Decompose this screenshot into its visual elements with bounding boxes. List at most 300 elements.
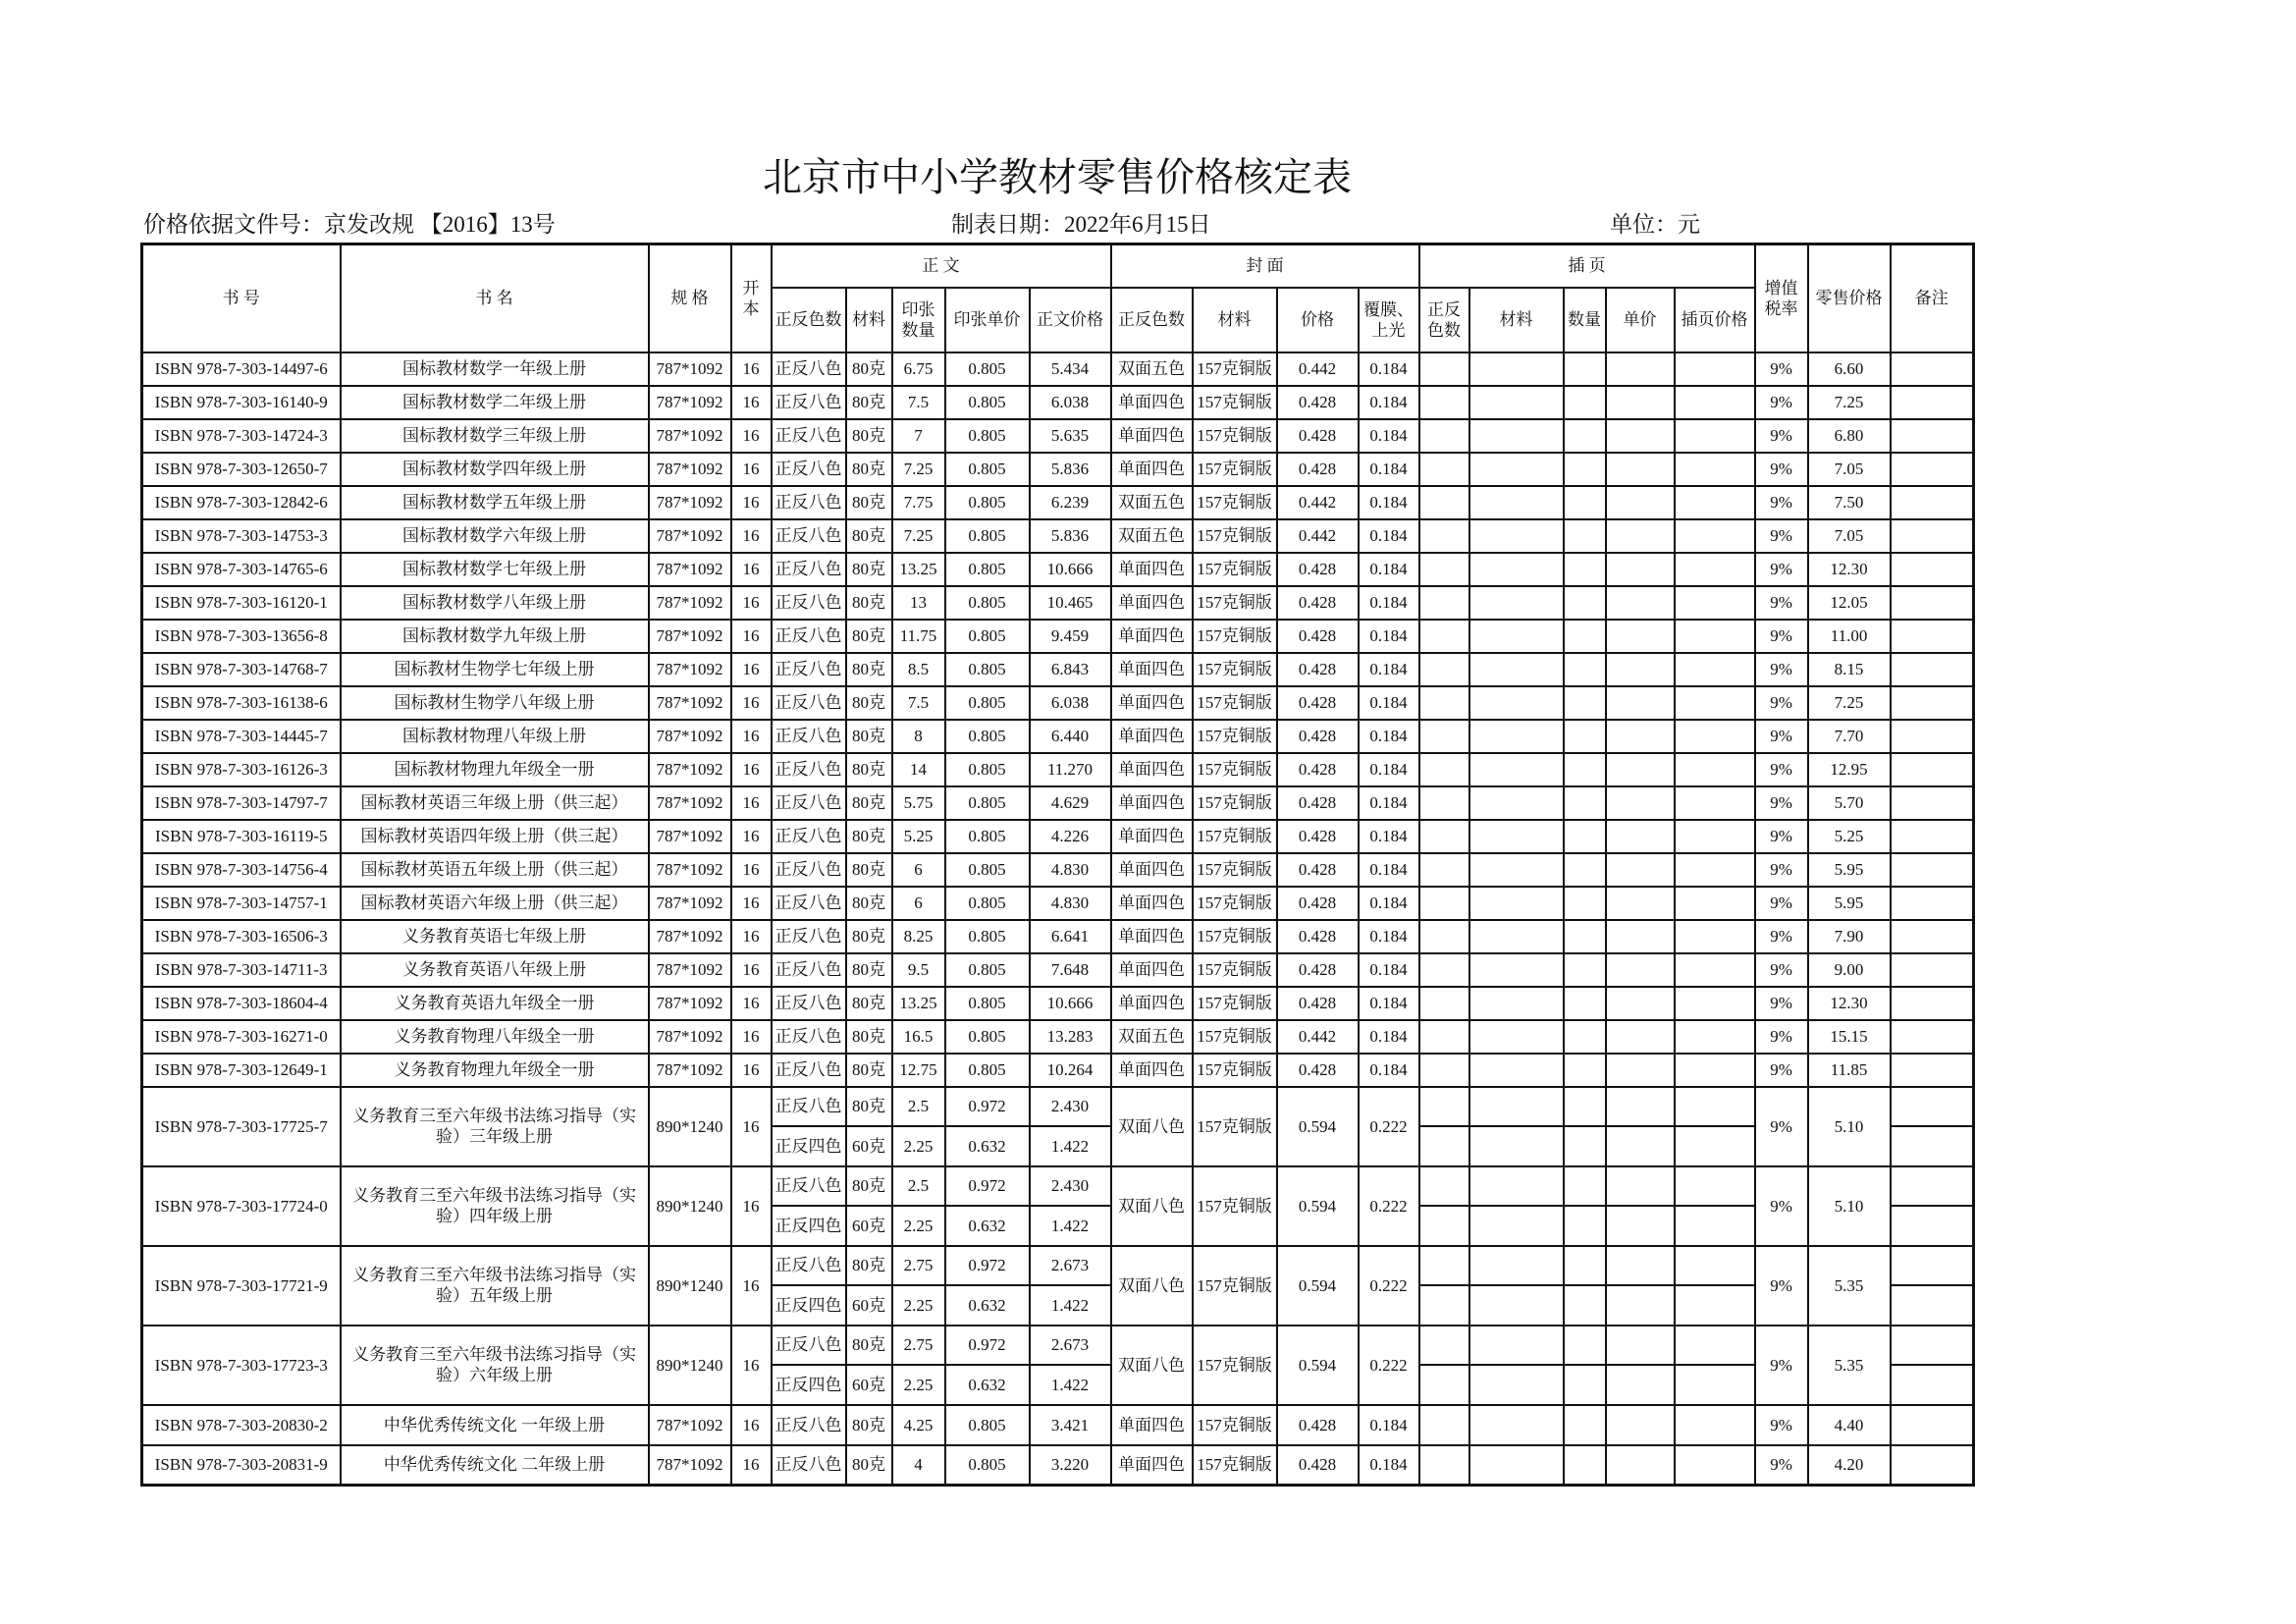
insert-material-cell (1469, 553, 1564, 586)
insert-quantity-cell (1564, 453, 1606, 486)
vat-rate-cell: 9% (1755, 686, 1808, 720)
isbn-cell: ISBN 978-7-303-16140-9 (142, 386, 341, 419)
text-paper-cell: 80克 (846, 686, 892, 720)
insert-price-cell (1675, 1326, 1755, 1366)
insert-unit-price-cell (1606, 1206, 1675, 1246)
cover-material-cell: 157克铜版 (1193, 720, 1277, 753)
cover-price-cell: 0.594 (1277, 1246, 1359, 1326)
insert-unit-price-cell (1606, 1365, 1675, 1405)
spec-cell: 787*1092 (649, 486, 731, 519)
insert-material-cell (1469, 1405, 1564, 1445)
spec-cell: 787*1092 (649, 720, 731, 753)
insert-quantity-cell (1564, 352, 1606, 386)
isbn-cell: ISBN 978-7-303-17724-0 (142, 1166, 341, 1246)
sheet-unit-price-cell: 0.972 (945, 1087, 1030, 1127)
insert-material-cell (1469, 586, 1564, 620)
sheet-unit-price-cell: 0.805 (945, 686, 1030, 720)
cover-colors-cell: 双面五色 (1111, 486, 1193, 519)
cover-price-cell: 0.428 (1277, 653, 1359, 686)
text-price-cell: 6.440 (1030, 720, 1111, 753)
spec-cell: 787*1092 (649, 453, 731, 486)
format-cell: 16 (731, 519, 772, 553)
remark-cell (1891, 620, 1974, 653)
insert-colors-cell (1419, 987, 1469, 1020)
insert-colors-cell (1419, 1246, 1469, 1286)
sheet-unit-price-cell: 0.805 (945, 553, 1030, 586)
text-colors-cell: 正反八色 (772, 1246, 846, 1286)
lamination-cell: 0.184 (1359, 786, 1419, 820)
sheet-unit-price-cell: 0.805 (945, 653, 1030, 686)
cover-price-cell: 0.428 (1277, 1054, 1359, 1087)
format-cell: 16 (731, 953, 772, 987)
table-row (142, 620, 1974, 653)
insert-quantity-cell (1564, 1206, 1606, 1246)
remark-cell (1891, 586, 1974, 620)
text-price-cell: 5.635 (1030, 419, 1111, 453)
insert-material-cell (1469, 1206, 1564, 1246)
lamination-cell: 0.184 (1359, 1054, 1419, 1087)
text-price-cell: 10.666 (1030, 553, 1111, 586)
isbn-cell: ISBN 978-7-303-12842-6 (142, 486, 341, 519)
spec-cell: 787*1092 (649, 553, 731, 586)
text-price-cell: 3.220 (1030, 1445, 1111, 1486)
insert-price-header: 插页价格 (1675, 288, 1755, 352)
insert-unit-price-header: 单价 (1606, 288, 1675, 352)
table-row (142, 1087, 1974, 1127)
cover-colors-cell: 双面五色 (1111, 352, 1193, 386)
lamination-cell: 0.184 (1359, 920, 1419, 953)
insert-quantity-cell (1564, 486, 1606, 519)
remark-cell (1891, 1326, 1974, 1366)
format-cell: 16 (731, 853, 772, 887)
lamination-cell: 0.222 (1359, 1087, 1419, 1166)
remark-cell (1891, 820, 1974, 853)
insert-quantity-cell (1564, 987, 1606, 1020)
spec-cell: 787*1092 (649, 1054, 731, 1087)
text-paper-cell: 80克 (846, 1405, 892, 1445)
vat-rate-cell: 9% (1755, 786, 1808, 820)
remark-cell (1891, 987, 1974, 1020)
format-cell: 16 (731, 586, 772, 620)
cover-colors-cell: 单面四色 (1111, 586, 1193, 620)
insert-colors-cell (1419, 519, 1469, 553)
format-cell: 16 (731, 1246, 772, 1326)
sheet-unit-price-cell: 0.805 (945, 386, 1030, 419)
book-name-cell: 国标教材物理八年级上册 (341, 720, 649, 753)
retail-price-cell: 12.05 (1808, 586, 1891, 620)
text-colors-cell: 正反八色 (772, 453, 846, 486)
text-colors-cell: 正反八色 (772, 786, 846, 820)
remark-cell (1891, 653, 1974, 686)
cover-colors-cell: 单面四色 (1111, 1405, 1193, 1445)
insert-unit-price-cell (1606, 1285, 1675, 1326)
lamination-cell: 0.184 (1359, 686, 1419, 720)
insert-price-cell (1675, 820, 1755, 853)
insert-material-cell (1469, 620, 1564, 653)
format-cell: 16 (731, 486, 772, 519)
text-price-cell: 5.836 (1030, 519, 1111, 553)
text-colors-cell: 正反四色 (772, 1285, 846, 1326)
insert-colors-cell (1419, 1405, 1469, 1445)
lamination-cell: 0.184 (1359, 953, 1419, 987)
text-colors-cell: 正反八色 (772, 519, 846, 553)
cover-price-cell: 0.428 (1277, 620, 1359, 653)
cover-material-cell: 157克铜版 (1193, 1054, 1277, 1087)
retail-price-cell: 11.00 (1808, 620, 1891, 653)
cover-price-cell: 0.428 (1277, 920, 1359, 953)
insert-price-cell (1675, 653, 1755, 686)
cover-colors-cell: 单面四色 (1111, 386, 1193, 419)
vat-rate-cell: 9% (1755, 1020, 1808, 1054)
sheet-unit-price-cell: 0.805 (945, 987, 1030, 1020)
vat-rate-cell: 9% (1755, 820, 1808, 853)
sheet-count-cell: 2.25 (892, 1285, 945, 1326)
remark-cell (1891, 953, 1974, 987)
sheet-count-cell: 7.5 (892, 686, 945, 720)
insert-unit-price-cell (1606, 786, 1675, 820)
text-price-cell: 13.283 (1030, 1020, 1111, 1054)
book-name-cell: 中华优秀传统文化 二年级上册 (341, 1445, 649, 1486)
vat-rate-header: 增值 税率 (1755, 244, 1808, 352)
insert-price-cell (1675, 1206, 1755, 1246)
spec-cell: 787*1092 (649, 920, 731, 953)
lamination-cell: 0.184 (1359, 453, 1419, 486)
sheet-unit-price-cell: 0.632 (945, 1365, 1030, 1405)
sheet-count-cell: 7.5 (892, 386, 945, 419)
insert-unit-price-cell (1606, 887, 1675, 920)
cover-material-cell: 157克铜版 (1193, 519, 1277, 553)
text-paper-cell: 80克 (846, 953, 892, 987)
table-row (142, 1166, 1974, 1207)
text-price-cell: 6.843 (1030, 653, 1111, 686)
insert-material-cell (1469, 1020, 1564, 1054)
sheet-count-cell: 2.75 (892, 1246, 945, 1286)
insert-price-cell (1675, 720, 1755, 753)
cover-material-cell: 157克铜版 (1193, 553, 1277, 586)
table-row (142, 453, 1974, 486)
text-colors-cell: 正反八色 (772, 686, 846, 720)
format-cell: 16 (731, 987, 772, 1020)
cover-price-cell: 0.428 (1277, 453, 1359, 486)
lamination-cell: 0.184 (1359, 1405, 1419, 1445)
insert-quantity-cell (1564, 953, 1606, 987)
lamination-cell: 0.184 (1359, 853, 1419, 887)
format-cell: 16 (731, 720, 772, 753)
retail-price-cell: 5.95 (1808, 887, 1891, 920)
spec-cell: 890*1240 (649, 1246, 731, 1326)
sheet-count-cell: 2.25 (892, 1126, 945, 1166)
vat-rate-cell: 9% (1755, 1246, 1808, 1326)
vat-rate-cell: 9% (1755, 1326, 1808, 1405)
lamination-cell: 0.184 (1359, 519, 1419, 553)
insert-unit-price-cell (1606, 1054, 1675, 1087)
insert-colors-cell (1419, 1206, 1469, 1246)
insert-unit-price-cell (1606, 1326, 1675, 1366)
sheet-count-cell: 7 (892, 419, 945, 453)
cover-material-cell: 157克铜版 (1193, 920, 1277, 953)
cover-colors-cell: 双面八色 (1111, 1166, 1193, 1246)
sheet-unit-price-cell: 0.805 (945, 1445, 1030, 1486)
book-name-cell: 义务教育英语七年级上册 (341, 920, 649, 953)
text-colors-cell: 正反八色 (772, 720, 846, 753)
text-paper-cell: 80克 (846, 386, 892, 419)
text-colors-cell: 正反八色 (772, 1405, 846, 1445)
insert-material-cell (1469, 486, 1564, 519)
book-name-cell: 国标教材英语三年级上册（供三起） (341, 786, 649, 820)
remark-cell (1891, 486, 1974, 519)
isbn-cell: ISBN 978-7-303-14711-3 (142, 953, 341, 987)
vat-rate-cell: 9% (1755, 453, 1808, 486)
text-paper-cell: 60克 (846, 1126, 892, 1166)
table-row (142, 1054, 1974, 1087)
vat-rate-cell: 9% (1755, 1405, 1808, 1445)
text-price-cell: 9.459 (1030, 620, 1111, 653)
text-colors-cell: 正反八色 (772, 553, 846, 586)
remark-cell (1891, 786, 1974, 820)
text-colors-cell: 正反八色 (772, 1326, 846, 1366)
cover-price-cell: 0.594 (1277, 1087, 1359, 1166)
text-colors-cell: 正反八色 (772, 887, 846, 920)
book-name-cell: 国标教材英语六年级上册（供三起） (341, 887, 649, 920)
format-cell: 16 (731, 1405, 772, 1445)
insert-quantity-cell (1564, 586, 1606, 620)
insert-colors-cell (1419, 753, 1469, 786)
remark-cell (1891, 519, 1974, 553)
vat-rate-cell: 9% (1755, 1054, 1808, 1087)
insert-price-cell (1675, 1054, 1755, 1087)
table-row (142, 352, 1974, 386)
remark-cell (1891, 753, 1974, 786)
text-price-cell: 6.239 (1030, 486, 1111, 519)
insert-price-cell (1675, 1087, 1755, 1127)
insert-price-cell (1675, 1365, 1755, 1405)
insert-quantity-cell (1564, 1445, 1606, 1486)
isbn-cell: ISBN 978-7-303-14753-3 (142, 519, 341, 553)
insert-quantity-cell (1564, 1285, 1606, 1326)
remark-cell (1891, 1405, 1974, 1445)
insert-material-cell (1469, 1326, 1564, 1366)
vat-rate-cell: 9% (1755, 1166, 1808, 1246)
text-price-cell: 10.465 (1030, 586, 1111, 620)
text-paper-cell: 80克 (846, 853, 892, 887)
lamination-cell: 0.222 (1359, 1326, 1419, 1405)
isbn-cell: ISBN 978-7-303-17725-7 (142, 1087, 341, 1166)
cover-price-cell: 0.428 (1277, 720, 1359, 753)
remark-cell (1891, 887, 1974, 920)
insert-material-cell (1469, 419, 1564, 453)
insert-colors-cell (1419, 686, 1469, 720)
insert-quantity-cell (1564, 1126, 1606, 1166)
text-colors-cell: 正反八色 (772, 753, 846, 786)
isbn-cell: ISBN 978-7-303-12649-1 (142, 1054, 341, 1087)
table-row (142, 753, 1974, 786)
insert-quantity-cell (1564, 653, 1606, 686)
sheet-unit-price-cell: 0.805 (945, 419, 1030, 453)
vat-rate-cell: 9% (1755, 620, 1808, 653)
cover-material-cell: 157克铜版 (1193, 1405, 1277, 1445)
cover-material-cell: 157克铜版 (1193, 352, 1277, 386)
isbn-cell: ISBN 978-7-303-16119-5 (142, 820, 341, 853)
table-row (142, 1445, 1974, 1486)
insert-unit-price-cell (1606, 553, 1675, 586)
cover-colors-cell: 单面四色 (1111, 720, 1193, 753)
lamination-cell: 0.184 (1359, 586, 1419, 620)
vat-rate-cell: 9% (1755, 887, 1808, 920)
insert-price-cell (1675, 953, 1755, 987)
insert-colors-cell (1419, 1326, 1469, 1366)
table-row (142, 686, 1974, 720)
lamination-cell: 0.184 (1359, 753, 1419, 786)
insert-colors-cell (1419, 453, 1469, 486)
insert-material-cell (1469, 953, 1564, 987)
table-row (142, 920, 1974, 953)
insert-material-cell (1469, 753, 1564, 786)
text-colors-cell: 正反八色 (772, 920, 846, 953)
text-price-cell: 10.666 (1030, 987, 1111, 1020)
insert-unit-price-cell (1606, 1445, 1675, 1486)
text-price-cell: 2.673 (1030, 1326, 1111, 1366)
spec-cell: 787*1092 (649, 419, 731, 453)
header-row (142, 244, 1974, 288)
book-name-cell: 国标教材生物学八年级上册 (341, 686, 649, 720)
vat-rate-cell: 9% (1755, 653, 1808, 686)
lamination-cell: 0.184 (1359, 419, 1419, 453)
insert-quantity-cell (1564, 419, 1606, 453)
text-paper-cell: 80克 (846, 1246, 892, 1286)
text-price-cell: 4.830 (1030, 887, 1111, 920)
insert-quantity-cell (1564, 1166, 1606, 1207)
text-price-cell: 5.434 (1030, 352, 1111, 386)
sheet-unit-price-cell: 0.805 (945, 1054, 1030, 1087)
book-name-cell: 义务教育三至六年级书法练习指导（实验）四年级上册 (341, 1166, 649, 1246)
insert-colors-cell (1419, 1365, 1469, 1405)
book-name-cell: 义务教育物理八年级全一册 (341, 1020, 649, 1054)
table-row (142, 720, 1974, 753)
sheet-unit-price-cell: 0.805 (945, 720, 1030, 753)
remark-cell (1891, 1020, 1974, 1054)
cover-material-cell: 157克铜版 (1193, 1326, 1277, 1405)
lamination-cell: 0.184 (1359, 553, 1419, 586)
insert-material-cell (1469, 1246, 1564, 1286)
insert-colors-cell (1419, 720, 1469, 753)
insert-price-cell (1675, 1020, 1755, 1054)
sheet-unit-price-header: 印张单价 (945, 288, 1030, 352)
text-paper-cell: 80克 (846, 987, 892, 1020)
cover-material-cell: 157克铜版 (1193, 820, 1277, 853)
format-cell: 16 (731, 753, 772, 786)
isbn-header: 书 号 (142, 244, 341, 352)
sheet-unit-price-cell: 0.632 (945, 1206, 1030, 1246)
insert-price-cell (1675, 1166, 1755, 1207)
insert-colors-cell (1419, 820, 1469, 853)
text-colors-cell: 正反八色 (772, 820, 846, 853)
sheet-unit-price-cell: 0.632 (945, 1126, 1030, 1166)
cover-price-cell: 0.428 (1277, 853, 1359, 887)
cover-material-cell: 157克铜版 (1193, 786, 1277, 820)
insert-quantity-cell (1564, 1087, 1606, 1127)
remark-cell (1891, 453, 1974, 486)
text-paper-cell: 80克 (846, 519, 892, 553)
text-price-cell: 4.629 (1030, 786, 1111, 820)
sheet-count-cell: 12.75 (892, 1054, 945, 1087)
cover-price-cell: 0.428 (1277, 386, 1359, 419)
insert-colors-cell (1419, 1445, 1469, 1486)
book-name-cell: 义务教育英语八年级上册 (341, 953, 649, 987)
format-cell: 16 (731, 620, 772, 653)
retail-price-cell: 5.95 (1808, 853, 1891, 887)
text-price-cell: 1.422 (1030, 1365, 1111, 1405)
insert-price-cell (1675, 987, 1755, 1020)
format-cell: 16 (731, 820, 772, 853)
text-price-cell: 6.038 (1030, 386, 1111, 419)
isbn-cell: ISBN 978-7-303-13656-8 (142, 620, 341, 653)
isbn-cell: ISBN 978-7-303-14768-7 (142, 653, 341, 686)
text-group-header: 正 文 (772, 244, 1111, 288)
sheet-count-cell: 6.75 (892, 352, 945, 386)
insert-material-cell (1469, 920, 1564, 953)
lamination-cell: 0.184 (1359, 486, 1419, 519)
remark-cell (1891, 1087, 1974, 1127)
vat-rate-cell: 9% (1755, 1087, 1808, 1166)
text-paper-cell: 80克 (846, 1020, 892, 1054)
cover-price-cell: 0.428 (1277, 1445, 1359, 1486)
remark-cell (1891, 853, 1974, 887)
retail-price-cell: 6.60 (1808, 352, 1891, 386)
text-price-cell: 2.430 (1030, 1087, 1111, 1127)
isbn-cell: ISBN 978-7-303-16120-1 (142, 586, 341, 620)
text-paper-cell: 80克 (846, 920, 892, 953)
table-row (142, 653, 1974, 686)
insert-quantity-cell (1564, 1020, 1606, 1054)
text-colors-cell: 正反八色 (772, 1445, 846, 1486)
insert-material-cell (1469, 453, 1564, 486)
insert-quantity-cell (1564, 386, 1606, 419)
retail-price-cell: 9.00 (1808, 953, 1891, 987)
sheet-unit-price-cell: 0.805 (945, 786, 1030, 820)
text-paper-cell: 80克 (846, 1445, 892, 1486)
cover-colors-cell: 单面四色 (1111, 653, 1193, 686)
text-paper-cell: 80克 (846, 753, 892, 786)
remark-cell (1891, 419, 1974, 453)
remark-cell (1891, 386, 1974, 419)
text-paper-cell: 80克 (846, 720, 892, 753)
insert-colors-cell (1419, 1020, 1469, 1054)
book-name-cell: 国标教材数学七年级上册 (341, 553, 649, 586)
insert-price-cell (1675, 1445, 1755, 1486)
vat-rate-cell: 9% (1755, 419, 1808, 453)
cover-price-cell: 0.442 (1277, 352, 1359, 386)
sheet-count-cell: 5.75 (892, 786, 945, 820)
text-price-cell: 1.422 (1030, 1206, 1111, 1246)
insert-colors-header: 正反 色数 (1419, 288, 1469, 352)
text-price-header: 正文价格 (1030, 288, 1111, 352)
cover-material-cell: 157克铜版 (1193, 1246, 1277, 1326)
insert-unit-price-cell (1606, 987, 1675, 1020)
cover-material-cell: 157克铜版 (1193, 486, 1277, 519)
text-colors-cell: 正反八色 (772, 419, 846, 453)
table-row (142, 1246, 1974, 1286)
format-cell: 16 (731, 1087, 772, 1166)
text-paper-cell: 80克 (846, 453, 892, 486)
cover-material-cell: 157克铜版 (1193, 1020, 1277, 1054)
book-name-cell: 国标教材数学九年级上册 (341, 620, 649, 653)
insert-quantity-cell (1564, 1326, 1606, 1366)
insert-colors-cell (1419, 653, 1469, 686)
lamination-cell: 0.184 (1359, 720, 1419, 753)
spec-cell: 890*1240 (649, 1166, 731, 1246)
text-colors-cell: 正反八色 (772, 1087, 846, 1127)
book-name-header: 书 名 (341, 244, 649, 352)
